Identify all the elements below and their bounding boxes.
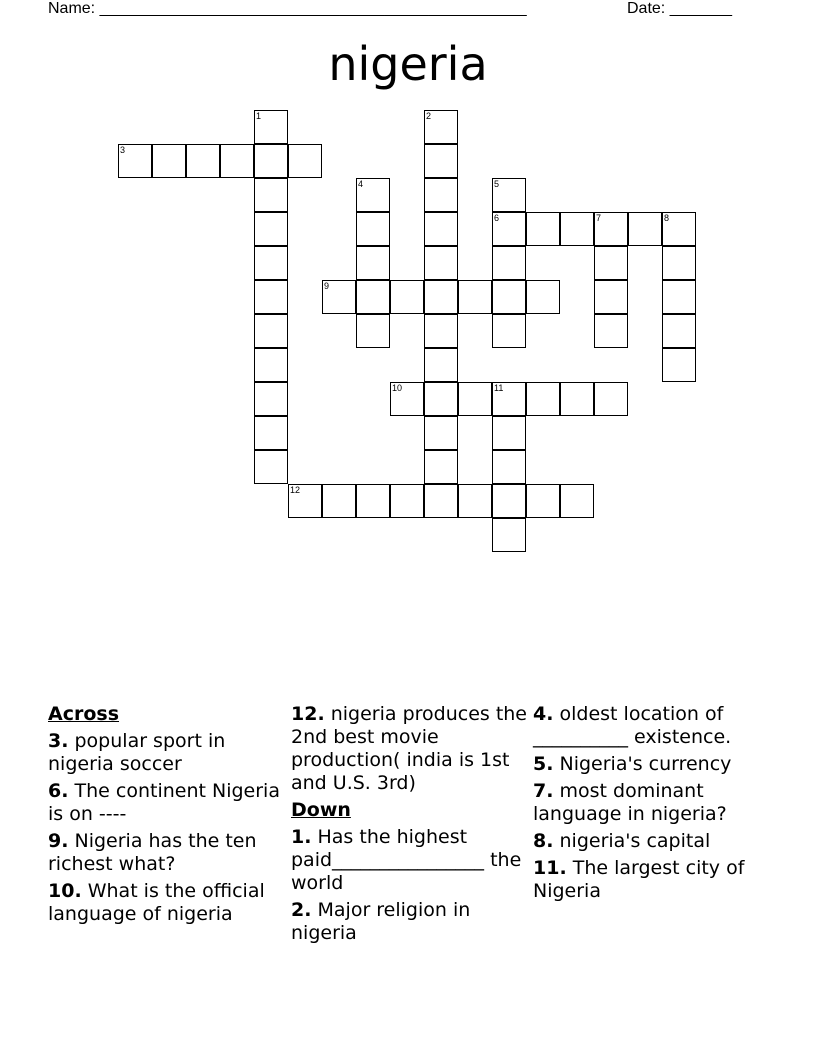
grid-cell[interactable] (628, 212, 662, 246)
grid-cell[interactable] (322, 280, 356, 314)
clue-text: oldest location of __________ existence. (533, 703, 732, 748)
grid-cell[interactable] (492, 382, 526, 416)
clue-number: 5. (533, 753, 554, 775)
clue-column-1 (48, 703, 286, 930)
grid-cell[interactable] (662, 348, 696, 382)
date-field-label: Date: _______ (627, 0, 732, 17)
grid-cell[interactable] (662, 212, 696, 246)
grid-cell[interactable] (526, 212, 560, 246)
grid-cell[interactable] (662, 314, 696, 348)
grid-cell[interactable] (594, 314, 628, 348)
grid-cell[interactable] (492, 246, 526, 280)
grid-cell[interactable] (118, 144, 152, 178)
grid-cell[interactable] (594, 212, 628, 246)
cell-number: 1 (256, 111, 262, 121)
grid-cell[interactable] (424, 314, 458, 348)
grid-cell[interactable] (424, 450, 458, 484)
grid-cell[interactable] (594, 280, 628, 314)
cell-number: 6 (494, 213, 500, 223)
grid-cell[interactable] (492, 212, 526, 246)
clue-number: 6. (48, 780, 69, 802)
clue-down-8 (533, 830, 771, 853)
grid-cell[interactable] (424, 416, 458, 450)
grid-cell[interactable] (390, 484, 424, 518)
grid-cell[interactable] (662, 280, 696, 314)
clue-text: popular sport in nigeria soccer (48, 730, 232, 775)
grid-cell[interactable] (254, 212, 288, 246)
cell-number: 7 (596, 213, 602, 223)
clue-down-4 (533, 703, 771, 749)
clue-number: 9. (48, 830, 69, 852)
cell-number: 12 (290, 485, 301, 495)
clue-column-3 (533, 703, 771, 907)
grid-cell[interactable] (492, 280, 526, 314)
cell-number: 8 (664, 213, 670, 223)
cell-number: 4 (358, 179, 364, 189)
clue-column-2 (291, 703, 534, 949)
clue-number: 12. (291, 703, 325, 725)
grid-cell[interactable] (186, 144, 220, 178)
grid-cell[interactable] (424, 348, 458, 382)
grid-cell[interactable] (458, 382, 492, 416)
clue-number: 11. (533, 857, 567, 879)
clue-text: Nigeria's currency (559, 753, 732, 775)
grid-cell[interactable] (356, 314, 390, 348)
across-heading: Across (48, 703, 120, 725)
grid-cell[interactable] (288, 484, 322, 518)
clue-text: The largest city of Nigeria (533, 857, 751, 902)
clue-across-12 (291, 703, 534, 795)
grid-cell[interactable] (424, 110, 458, 144)
grid-cell[interactable] (560, 212, 594, 246)
grid-cell[interactable] (424, 382, 458, 416)
clue-number: 4. (533, 703, 554, 725)
grid-cell[interactable] (356, 212, 390, 246)
grid-cell[interactable] (356, 246, 390, 280)
grid-cell[interactable] (390, 382, 424, 416)
grid-cell[interactable] (424, 280, 458, 314)
clue-number: 8. (533, 830, 554, 852)
grid-cell[interactable] (492, 518, 526, 552)
clue-down-11 (533, 857, 771, 903)
grid-cell[interactable] (662, 246, 696, 280)
clue-text: Nigeria has the ten richest what? (48, 830, 263, 875)
grid-cell[interactable] (254, 144, 288, 178)
grid-cell[interactable] (492, 178, 526, 212)
clue-across-10 (48, 880, 286, 926)
grid-cell[interactable] (424, 178, 458, 212)
clue-across-6 (48, 780, 286, 826)
clue-number: 1. (291, 826, 312, 848)
grid-cell[interactable] (492, 314, 526, 348)
clue-down-2 (291, 899, 529, 945)
clue-text: most dominant language in nigeria? (533, 780, 727, 825)
grid-cell[interactable] (458, 280, 492, 314)
clue-number: 3. (48, 730, 69, 752)
grid-cell[interactable] (356, 484, 390, 518)
grid-cell[interactable] (254, 382, 288, 416)
clue-text: Major religion in nigeria (291, 899, 477, 944)
grid-cell[interactable] (458, 484, 492, 518)
grid-cell[interactable] (254, 280, 288, 314)
grid-cell[interactable] (594, 382, 628, 416)
clue-across-3 (48, 730, 286, 776)
grid-cell[interactable] (254, 178, 288, 212)
grid-cell[interactable] (424, 246, 458, 280)
page-title: nigeria (328, 37, 488, 91)
grid-cell[interactable] (560, 382, 594, 416)
clue-number: 2. (291, 899, 312, 921)
grid-cell[interactable] (424, 484, 458, 518)
clue-text: nigeria produces the 2nd best movie production( india is 1st and U.S. 3rd) (291, 703, 534, 794)
cell-number: 9 (324, 281, 330, 291)
cell-number: 3 (120, 145, 126, 155)
name-field-label: Name: ________________________________________________ (48, 0, 527, 17)
clue-number: 7. (533, 780, 554, 802)
clue-text: The continent Nigeria is on ---- (48, 780, 287, 825)
grid-cell[interactable] (254, 416, 288, 450)
cell-number: 5 (494, 179, 500, 189)
grid-cell[interactable] (220, 144, 254, 178)
cell-number: 2 (426, 111, 432, 121)
grid-cell[interactable] (526, 382, 560, 416)
grid-cell[interactable] (526, 484, 560, 518)
clue-down-5 (533, 753, 771, 776)
grid-cell[interactable] (254, 246, 288, 280)
grid-cell[interactable] (288, 144, 322, 178)
clue-down-7 (533, 780, 771, 826)
cell-number: 11 (494, 383, 504, 393)
grid-cell[interactable] (594, 246, 628, 280)
clue-down-1 (291, 826, 529, 895)
clue-text: nigeria's capital (559, 830, 711, 852)
clue-number: 10. (48, 880, 82, 902)
grid-cell[interactable] (492, 416, 526, 450)
grid-cell[interactable] (390, 280, 424, 314)
grid-cell[interactable] (254, 314, 288, 348)
grid-cell[interactable] (492, 484, 526, 518)
grid-cell[interactable] (254, 110, 288, 144)
grid-cell[interactable] (424, 144, 458, 178)
down-heading: Down (291, 799, 351, 821)
grid-cell[interactable] (356, 280, 390, 314)
grid-cell[interactable] (322, 484, 356, 518)
grid-cell[interactable] (560, 484, 594, 518)
clue-across-9 (48, 830, 286, 876)
cell-number: 10 (392, 383, 403, 393)
grid-cell[interactable] (526, 280, 560, 314)
grid-cell[interactable] (254, 450, 288, 484)
clue-text: What is the official language of nigeria (48, 880, 271, 925)
clue-text: Has the highest paid________________ the world (291, 826, 528, 894)
grid-cell[interactable] (152, 144, 186, 178)
grid-cell[interactable] (254, 348, 288, 382)
grid-cell[interactable] (356, 178, 390, 212)
grid-cell[interactable] (492, 450, 526, 484)
grid-cell[interactable] (424, 212, 458, 246)
